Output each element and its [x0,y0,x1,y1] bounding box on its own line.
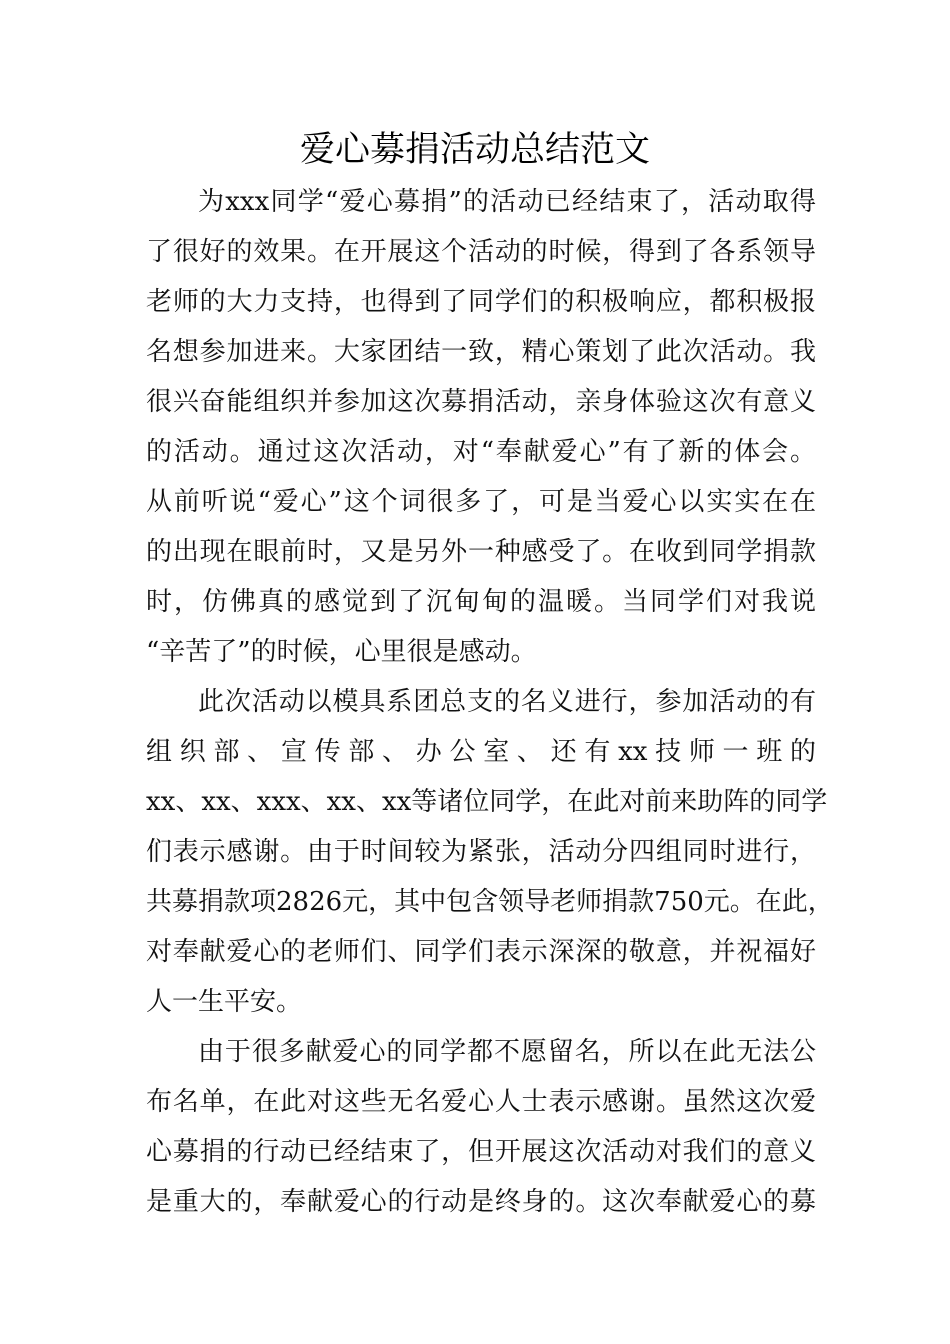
paragraph-3 [146,1027,816,1227]
text-line: 心募捐的行动已经结束了，但开展这次活动对我们的意义 [146,1137,816,1167]
text-line: 共募捐款项2826元，其中包含领导老师捐款750元。在此， [146,887,834,917]
text-line: 很兴奋能组织并参加这次募捐活动，亲身体验这次有意义 [146,387,816,417]
text-line: 们表示感谢。由于时间较为紧张，活动分四组同时进行， [146,837,816,867]
document-body [146,177,834,1227]
text-line: 了很好的效果。在开展这个活动的时候，得到了各系领导 [146,237,816,267]
text-line: 对奉献爱心的老师们、同学们表示深深的敬意，并祝福好 [146,937,816,967]
text-line: 由于很多献爱心的同学都不愿留名，所以在此无法公 [198,1037,816,1067]
text-line: 名想参加进来。大家团结一致，精心策划了此次活动。我 [146,337,816,367]
text-line: 从前听说“爱心”这个词很多了，可是当爱心以实实在在 [146,487,816,517]
text-line: 老师的大力支持，也得到了同学们的积极响应，都积极报 [146,287,816,317]
text-line: xx、xx、xxx、xx、xx等诸位同学，在此对前来助阵的同学 [146,787,828,817]
text-line: 的出现在眼前时，又是另外一种感受了。在收到同学捐款 [146,537,816,567]
text-line: “辛苦了”的时候，心里很是感动。 [146,637,537,667]
text-line: 为xxx同学“爱心募捐”的活动已经结束了，活动取得 [198,187,816,217]
text-line: 时，仿佛真的感觉到了沉甸甸的温暖。当同学们对我说 [146,587,816,617]
text-line: 的活动。通过这次活动，对“奉献爱心”有了新的体会。 [146,437,816,467]
paragraph-2 [146,677,834,1027]
document-title: 爱心募捐活动总结范文 [299,130,650,170]
paragraph-1 [146,177,816,677]
text-line: 人一生平安。 [146,987,303,1017]
text-line: 布名单，在此对这些无名爱心人士表示感谢。虽然这次爱 [146,1087,816,1117]
text-line: 此次活动以模具系团总支的名义进行，参加活动的有 [198,687,816,717]
text-line: 组织部、宣传部、办公室、还有xx技师一班的 [146,737,816,767]
text-line: 是重大的，奉献爱心的行动是终身的。这次奉献爱心的募 [146,1187,816,1217]
